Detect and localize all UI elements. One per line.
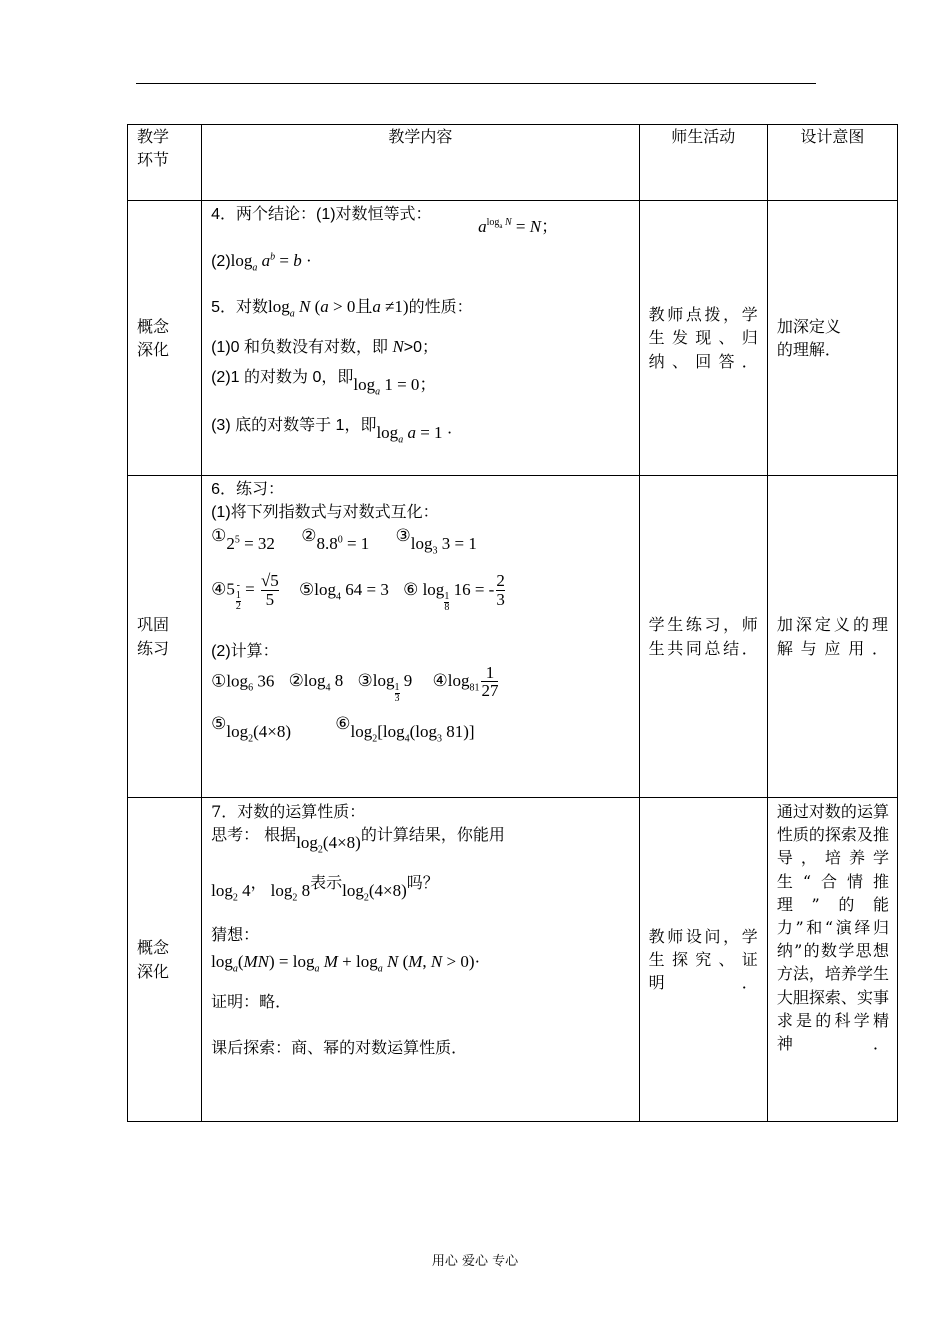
header-activity: 师生活动 bbox=[639, 125, 767, 201]
content-line: 4．两个结论：(1)对数恒等式： $a^{log_a N} = N$； bbox=[211, 203, 631, 241]
header-content: 教学内容 bbox=[202, 125, 640, 201]
table-header-row bbox=[128, 125, 898, 201]
content-line: 课后探索：商、幂的对数运算性质． bbox=[211, 1038, 468, 1058]
formula: $\log_a a = 1$ · bbox=[376, 423, 453, 446]
formula: $\log_a N$ (a > 0且a ≠1) bbox=[268, 297, 409, 320]
table-row bbox=[128, 476, 898, 798]
lesson-plan-table bbox=[127, 124, 898, 1122]
content-line: 5．对数$\log_a N$ (a > 0且a ≠1)的性质： bbox=[211, 297, 473, 320]
content-line: (1)将下列指数式与对数式互化： bbox=[211, 504, 439, 522]
content-line: 6．练习： bbox=[211, 481, 284, 498]
table-row bbox=[128, 201, 898, 476]
header-rule bbox=[136, 83, 816, 84]
content-line: (1)0 和负数没有对数，即 N>0； bbox=[211, 337, 439, 356]
identity-formula: $a^{log_a N} = N$； bbox=[478, 217, 559, 236]
table-row bbox=[128, 798, 898, 1122]
content-line: $\log_2 4$， $\log_2 8$表示$\log_2(4\times 8)$吗？ bbox=[211, 873, 439, 904]
content-line: (2)计算： bbox=[211, 643, 279, 661]
intent-cell: 通过对数的运算性质的探索及推导，培养学生“合情推理”的能力”和“演绎归纳”的数学思想方法，培养学生大胆探索、实事求是的科学精神． bbox=[767, 798, 897, 1122]
content-line: $(2)\log_a$ $a^b = b$ · bbox=[211, 251, 312, 274]
exercise-line: $①\log_6$ 36 $②\log_4$ 8 ③log $\frac{1}{3}$ 9 $④\log_{81}$ $\frac{1}{27}$ bbox=[211, 662, 499, 705]
exercise-line: $⑤\log_2(4\times 8)$ $⑥\log_2[\log_4(\log_3$ 81)] bbox=[211, 713, 475, 744]
content-cell bbox=[202, 201, 640, 476]
exercise-line: ④5 - 1 2 = $\frac{√5}{5}$ $⑤\log_4$ 64 = 3 ⑥ log $\frac{1}{8}$ 16 = - $\frac{2}{3}$ bbox=[211, 571, 505, 614]
content-line: (2)1 的对数为 0，即$\log_a 1 = 0$； bbox=[211, 369, 437, 398]
formula: $\log_a a^b = b$ · bbox=[230, 251, 312, 274]
content-cell bbox=[202, 798, 640, 1122]
activity-cell: 学生练习，师生共同总结． bbox=[639, 476, 767, 798]
content-line: (3) 底的对数等于 1，即$\log_a a = 1$ · bbox=[211, 417, 453, 446]
header-intent: 设计意图 bbox=[767, 125, 897, 201]
exercise-line: $①2^5 = 32$ $②8.8^0 = 1$ $③\log_3$ 3 = 1 bbox=[211, 526, 477, 557]
content-line: 证明：略． bbox=[211, 992, 292, 1012]
page-footer: 用心 爱心 专心 bbox=[431, 1254, 519, 1269]
header-stage: 教学 环节 bbox=[128, 125, 202, 201]
content-cell bbox=[202, 476, 640, 798]
formula: $\log_2(4\times 8)$ bbox=[296, 833, 361, 856]
segment-cell: 巩固 练习 bbox=[128, 476, 202, 798]
intent-cell: 加深定义 的理解． bbox=[767, 201, 897, 476]
activity-cell: 教师设问，学生探究、证明． bbox=[639, 798, 767, 1122]
content-line: 思考： 根据$\log_2(4\times 8)$的计算结果，你能用 bbox=[211, 825, 505, 856]
formula: $\log_a 1 = 0$； bbox=[353, 375, 437, 398]
intent-cell: 加深定义的理解与应用． bbox=[767, 476, 897, 798]
content-line: 7．对数的运算性质： bbox=[211, 802, 366, 821]
formula-line: $\log_a(MN) = \log_a M + \log_a N$ (M, N > 0)· bbox=[211, 952, 481, 975]
content-line: 猜想： bbox=[211, 925, 260, 945]
segment-cell: 概念 深化 bbox=[128, 201, 202, 476]
segment-cell: 概念 深化 bbox=[128, 798, 202, 1122]
activity-cell: 教师点拨，学生发现、归纳、回答． bbox=[639, 201, 767, 476]
